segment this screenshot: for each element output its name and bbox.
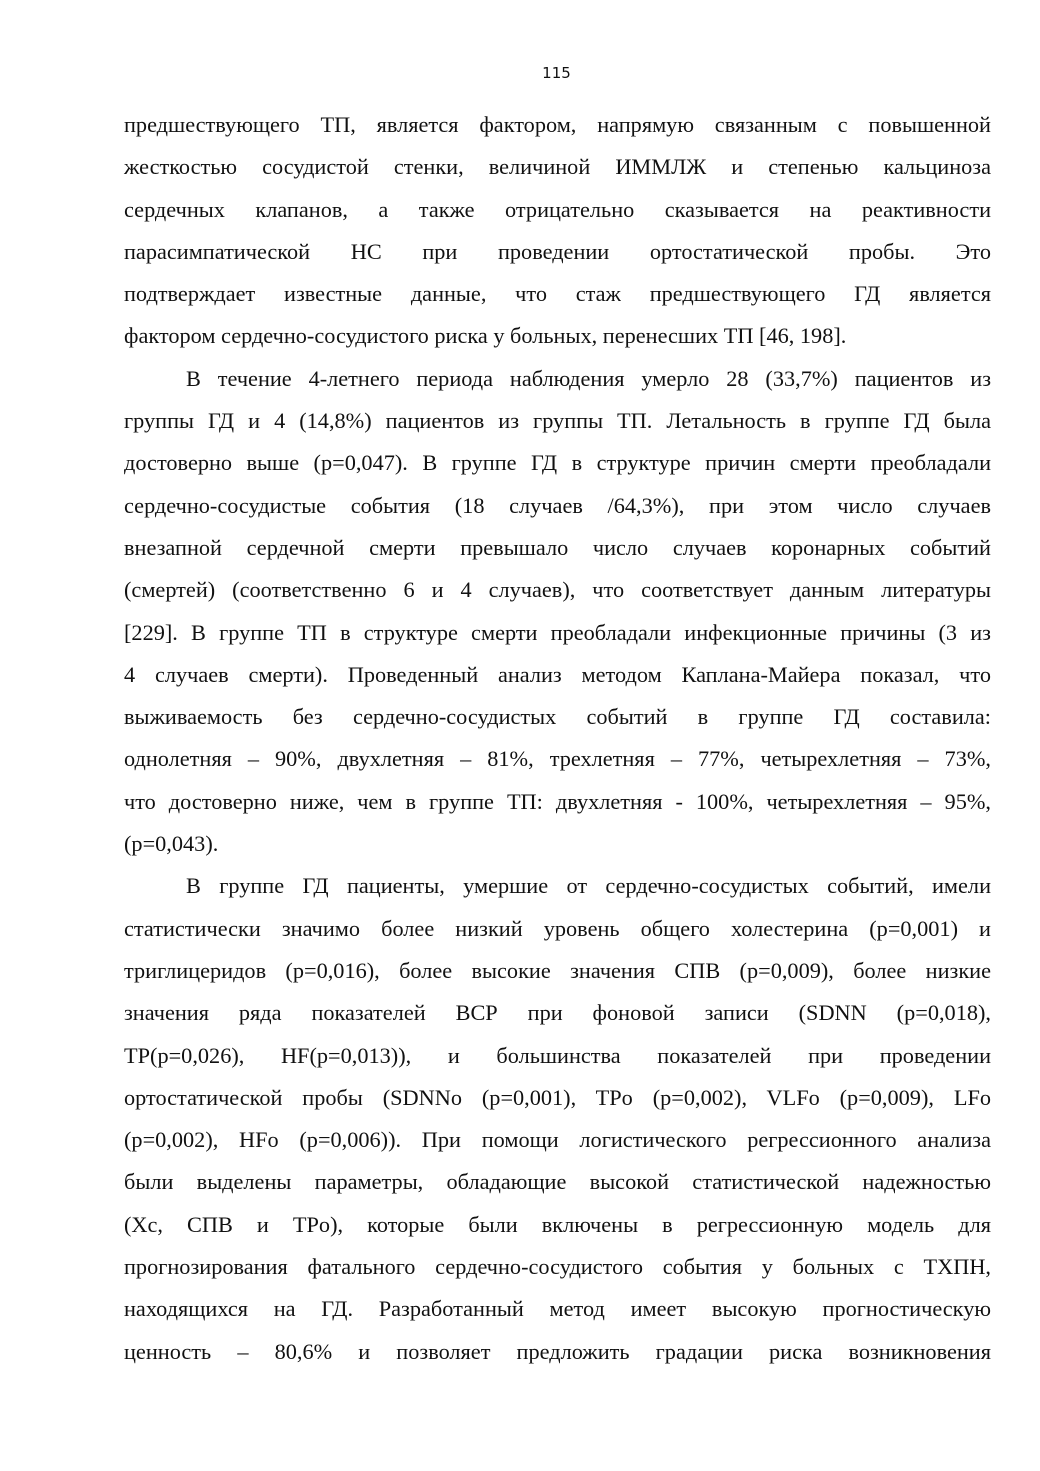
- text-line: 4 случаев смерти). Проведенный анализ методом Каплана-Майера показал, что: [124, 661, 991, 687]
- page-number: 115: [542, 64, 571, 82]
- text-line: TP(p=0,026), HF(p=0,013)), и большинства показателей при проведении: [124, 1042, 991, 1068]
- text-line: триглицеридов (p=0,016), более высокие значения СПВ (p=0,009), более низкие: [124, 957, 991, 983]
- text-line: (смертей) (соответственно 6 и 4 случаев), что соответствует данным литературы: [124, 577, 991, 603]
- text-line: достоверно выше (p=0,047). В группе ГД в структуре причин смерти преобладали: [124, 450, 991, 476]
- paragraph: [124, 358, 991, 866]
- text-line: (p=0,043).: [124, 831, 219, 857]
- text-line: В группе ГД пациенты, умершие от сердечно-сосудистых событий, имели: [186, 873, 991, 899]
- text-line: были выделены параметры, обладающие высокой статистической надежностью: [124, 1169, 991, 1195]
- text-line: фактором сердечно-сосудистого риска у больных, перенесших ТП [46, 198].: [124, 323, 847, 349]
- paragraph: [124, 104, 991, 358]
- paragraph: [124, 865, 991, 1373]
- text-line: статистически значимо более низкий уровень общего холестерина (p=0,001) и: [124, 915, 991, 941]
- text-line: ценность – 80,6% и позволяет предложить градации риска возникновения: [124, 1338, 991, 1364]
- text-line: жесткостью сосудистой стенки, величиной ИММЛЖ и степенью кальциноза: [124, 154, 991, 180]
- text-line: предшествующего ТП, является фактором, напрямую связанным с повышенной: [124, 112, 991, 137]
- text-line: (p=0,002), HFo (p=0,006)). При помощи логистического регрессионного анализа: [124, 1127, 991, 1153]
- text-line: (Xc, СПВ и TPo), которые были включены в регрессионную модель для: [124, 1211, 991, 1237]
- text-line: находящихся на ГД. Разработанный метод имеет высокую прогностическую: [124, 1296, 991, 1322]
- text-line: [229]. В группе ТП в структуре смерти преобладали инфекционные причины (3 из: [124, 619, 991, 645]
- text-line: выживаемость без сердечно-сосудистых событий в группе ГД составила:: [124, 704, 991, 730]
- text-line: сердечных клапанов, а также отрицательно сказывается на реактивности: [124, 196, 991, 222]
- text-line: парасимпатической НС при проведении ортостатической пробы. Это: [124, 238, 991, 264]
- text-line: подтверждает известные данные, что стаж предшествующего ГД является: [124, 281, 991, 307]
- text-line: сердечно-сосудистые события (18 случаев /64,3%), при этом число случаев: [124, 492, 991, 518]
- text-line: внезапной сердечной смерти превышало число случаев коронарных событий: [124, 534, 991, 560]
- text-line: что достоверно ниже, чем в группе ТП: двухлетняя - 100%, четырехлетняя – 95%,: [124, 788, 991, 814]
- text-line: ортостатической пробы (SDNNo (p=0,001), TPo (p=0,002), VLFo (p=0,009), LFo: [124, 1084, 991, 1110]
- text-line: значения ряда показателей ВСР при фоновой записи (SDNN (p=0,018),: [124, 1000, 991, 1026]
- text-line: однолетняя – 90%, двухлетняя – 81%, трехлетняя – 77%, четырехлетняя – 73%,: [124, 746, 991, 772]
- text-line: группы ГД и 4 (14,8%) пациентов из группы ТП. Летальность в группе ГД была: [124, 408, 991, 434]
- text-line: В течение 4-летнего периода наблюдения умерло 28 (33,7%) пациентов из: [186, 365, 991, 391]
- text-body: [124, 104, 991, 1373]
- text-line: прогнозирования фатального сердечно-сосудистого события у больных с ТХПН,: [124, 1254, 991, 1280]
